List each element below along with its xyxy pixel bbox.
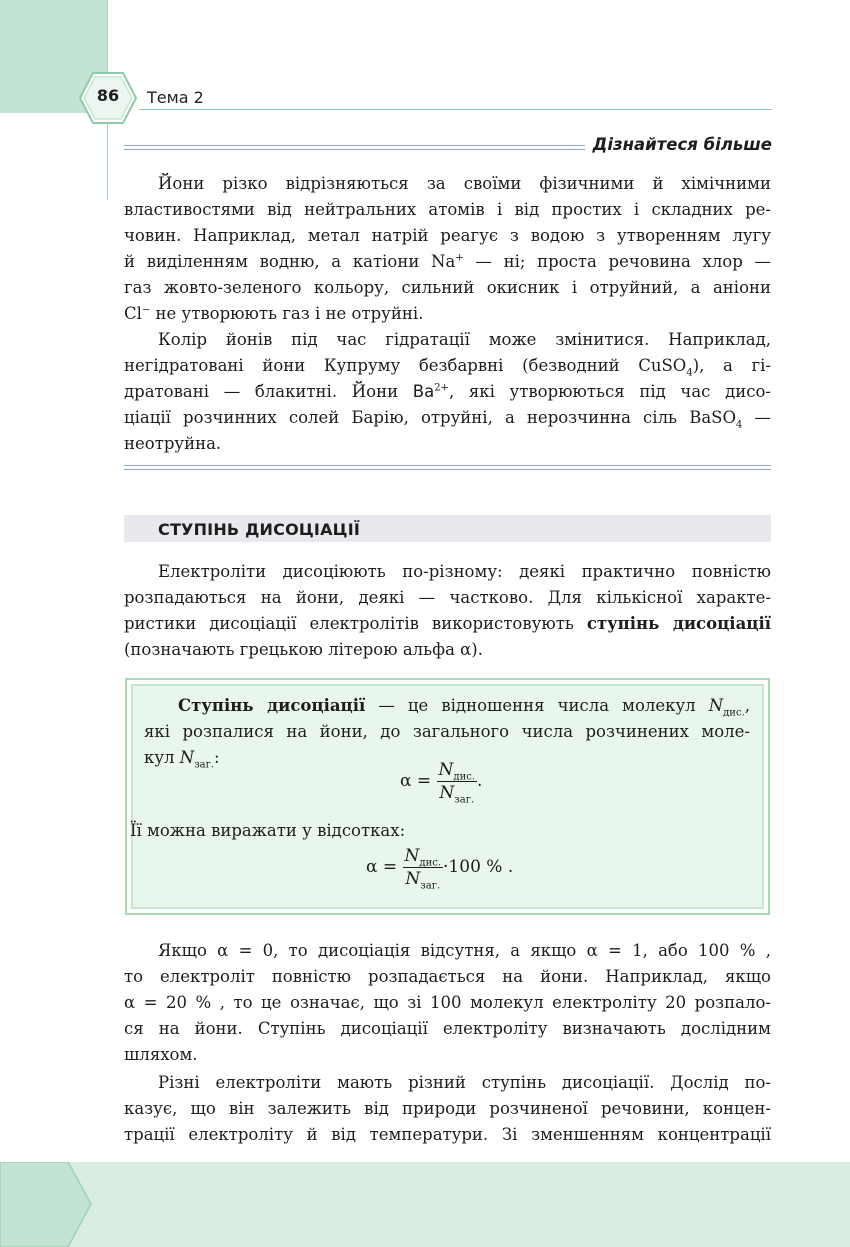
know-more-line: неотруйна.	[124, 434, 222, 453]
intro-line: розпадаються на йони, деякі — частково. Для кількісної характе-	[124, 588, 771, 607]
formula-alpha-percent: α = $\frac{N_{дис.}}{N_{заг.}}$ ·100 % .	[366, 846, 514, 892]
body-line: α = 20 % , то це означає, що зі 100 молекул електроліту 20 розпало-	[124, 993, 771, 1012]
body-line: Різні електроліти мають різний ступінь дисоціації. Дослід по-	[158, 1073, 771, 1092]
key-term: ступінь дисоціації	[586, 614, 771, 633]
intro-line: (позначають грецькою літерою альфа α).	[124, 640, 483, 659]
sodium-formula: Na	[431, 252, 456, 271]
intro-line: ристики дисоціації електролітів використовують ступінь дисоціації	[124, 614, 771, 633]
percent-line: Її можна виражати у відсотках:	[130, 821, 406, 840]
formula-fraction: $\frac{N_{дис.}}{N_{заг.}}$	[438, 760, 476, 806]
body-line: трації електроліту й від температури. Зі зменшенням концентрації	[124, 1125, 771, 1144]
header-rule	[139, 109, 772, 110]
know-more-rule-bottom-1	[124, 465, 771, 466]
section-title: СТУПІНЬ ДИСОЦІАЦІЇ	[158, 520, 361, 539]
bottom-tab-decoration	[0, 1162, 92, 1247]
bottom-band	[0, 1162, 850, 1247]
know-more-line: Йони різко відрізняються за своїми фізичними й хімічними	[158, 174, 771, 193]
definition-term: Ступінь дисоціації	[178, 696, 366, 715]
body-line: шляхом.	[124, 1045, 198, 1064]
know-more-line: ціації розчинних солей Барію, отруйні, а нерозчинна сіль BaSO$_4$ —	[124, 408, 771, 431]
body-line: то електроліт повністю розпадається на йони. Наприклад, якщо	[124, 967, 771, 986]
know-more-line: властивостями від нейтральних атомів і від простих і складних ре-	[124, 200, 771, 219]
barium-formula: Ba	[412, 382, 435, 401]
know-more-line: човин. Наприклад, метал натрій реагує з водою з утворенням лугу	[124, 226, 771, 245]
cuso4-formula: CuSO	[638, 356, 687, 375]
know-more-line: негідратовані йони Купруму безбарвні (безводний CuSO$_4$), а гі-	[124, 356, 771, 379]
baso4-formula: BaSO	[689, 408, 736, 427]
know-more-title: Дізнайтеся більше	[585, 135, 772, 154]
know-more-line: дратовані — блакитні. Йони $Ba^{2+}$, які утворюються під час дисо-	[124, 382, 771, 401]
know-more-line: Cl− не утворюють газ і не отруйні.	[124, 304, 424, 323]
body-line: казує, що він залежить від природи розчиненої речовини, концен-	[124, 1099, 771, 1118]
intro-line: Електроліти дисоціюють по-різному: деякі практично повністю	[158, 562, 771, 581]
body-line: Якщо α = 0, то дисоціація відсутня, а якщо α = 1, або 100 % ,	[158, 941, 771, 960]
know-more-rule-bottom-2	[124, 469, 771, 470]
body-line: ся на йони. Ступінь дисоціації електроліту визначають дослідним	[124, 1019, 771, 1038]
know-more-line: й виділенням водню, а катіони Na+ — ні; проста речовина хлор —	[124, 252, 771, 271]
definition-line: які розпалися на йони, до загального числа розчинених моле-	[144, 722, 750, 741]
know-more-line: Колір йонів під час гідратації може змінитися. Наприклад,	[158, 330, 771, 349]
definition-line: кул $N_{заг.}$:	[144, 748, 220, 771]
formula-fraction: $\frac{N_{дис.}}{N_{заг.}}$	[404, 846, 442, 892]
definition-line: Ступінь дисоціації — це відношення числа молекул $N_{дис.}$,	[178, 696, 750, 719]
topic-label: Тема 2	[147, 88, 204, 107]
know-more-line: газ жовто-зеленого кольору, сильний окисник і отруйний, а аніони	[124, 278, 771, 297]
chloride-formula: Cl	[124, 304, 142, 323]
page-number: 86	[96, 86, 120, 105]
formula-alpha: α = $\frac{N_{дис.}}{N_{заг.}}$ .	[400, 760, 483, 806]
